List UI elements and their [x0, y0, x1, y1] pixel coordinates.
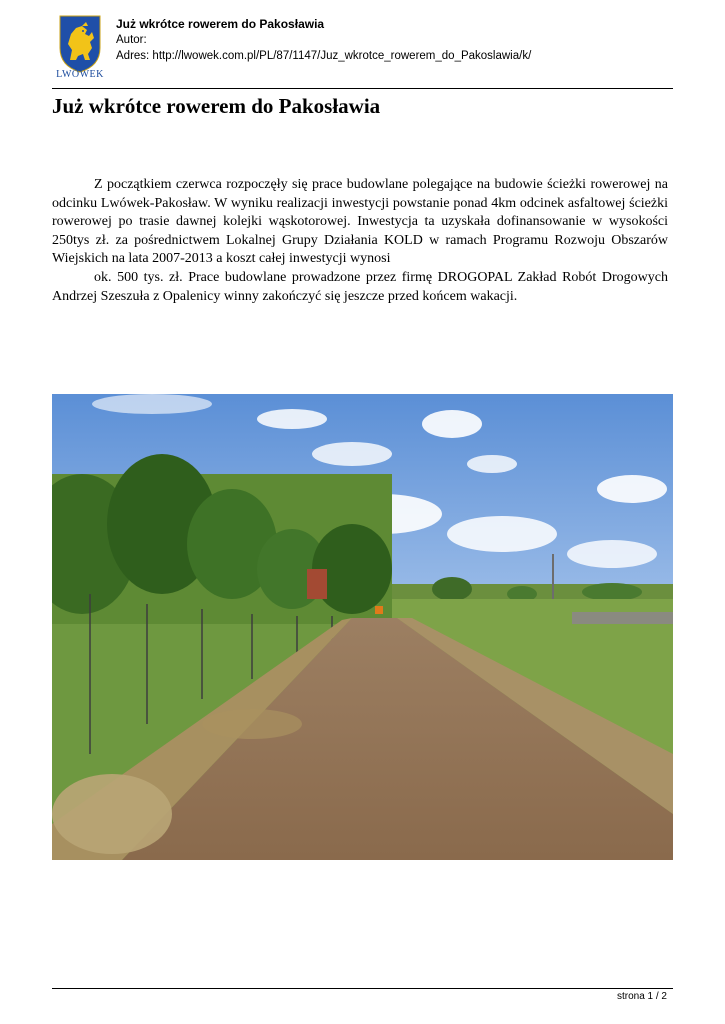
page-number: strona 1 / 2: [616, 991, 667, 1002]
article-paragraph-2: ok. 500 tys. zł. Prace budowlane prowadzone przez firmę DROGOPAL Zakład Robót Drogowych Andrzej Szeszuła z Opalenicy winny zakończyć się jeszcze przed końcem wakacji.: [52, 269, 668, 304]
header-address: Adres: http://lwowek.com.pl/PL/87/1147/Juz_wkrotce_rowerem_do_Pakoslawia/k/: [116, 50, 532, 62]
footer-rule: [52, 988, 673, 989]
header-title: Już wkrótce rowerem do Pakosławia: [116, 17, 325, 31]
article-body: [52, 176, 668, 306]
header-author: Autor:: [116, 34, 147, 46]
article-paragraph-1: Z początkiem czerwca rozpoczęły się prace budowlane polegające na budowie ścieżki rowerowej na odcinku Lwówek-Pakosław. W wyniku realizacji inwestycji powstanie ponad 4km odcinek asfaltowej ścieżki rowerowej po trasie dawnej kolejki wąskotorowej. Inwestycja ta uzyskała dofinansowanie w wysokości 250tys zł. za pośrednictwem Lokalnej Grupy Działania KOLD w ramach Programu Rozwoju Obszarów Wiejskich na lata 2007-2013 a koszt całej inwestycji wynosi: [52, 177, 668, 267]
document-header: [52, 14, 673, 89]
logo-text: LWÓWEK: [56, 69, 104, 80]
page-title: Już wkrótce rowerem do Pakosławia: [52, 94, 381, 118]
article-photo: [52, 394, 673, 860]
